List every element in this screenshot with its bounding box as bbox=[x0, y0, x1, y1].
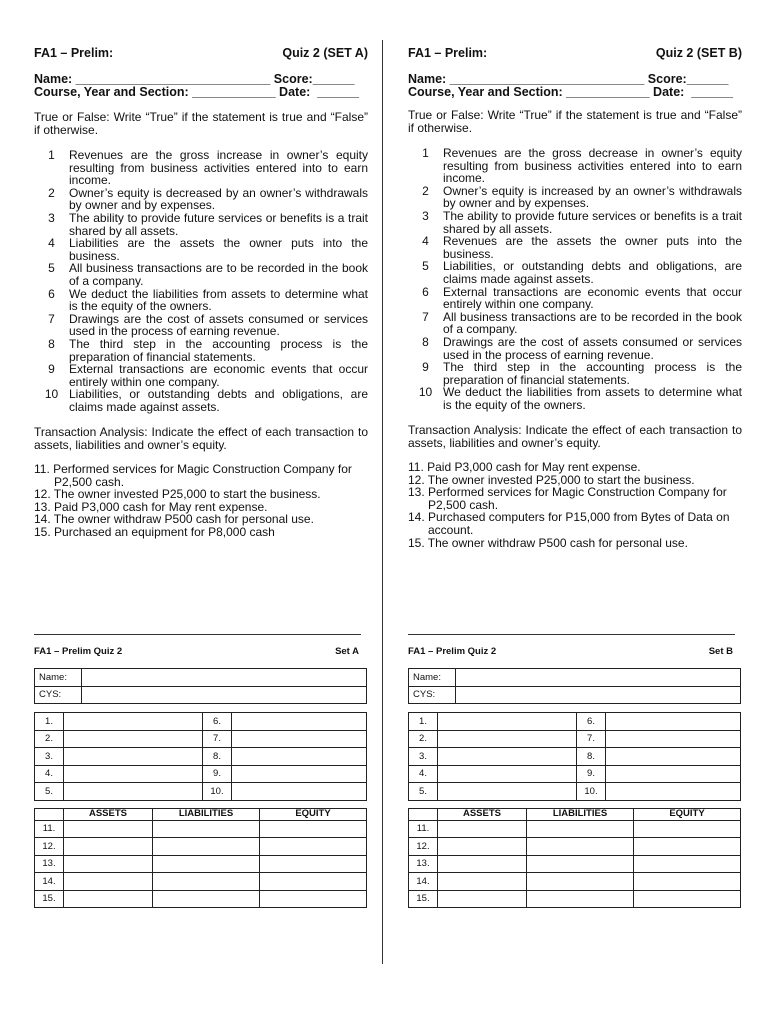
row-number: 14. bbox=[35, 873, 64, 891]
cys-input[interactable] bbox=[82, 686, 367, 704]
tf-item-number: 5 bbox=[48, 261, 55, 276]
tf-item bbox=[408, 361, 742, 386]
assets-cell[interactable] bbox=[64, 890, 153, 908]
tf-item bbox=[408, 147, 742, 185]
answer-number: 4. bbox=[35, 765, 64, 783]
answer-number: 5. bbox=[35, 783, 64, 801]
answer-cell[interactable] bbox=[606, 713, 741, 731]
assets-cell[interactable] bbox=[64, 873, 153, 891]
tf-item-text: Liabilities, or outstanding debts and obligations, are claims made against assets. bbox=[69, 387, 368, 414]
slip-header bbox=[408, 646, 741, 660]
tf-item bbox=[408, 235, 742, 260]
tf-items bbox=[408, 147, 742, 411]
tf-item-text: Liabilities, or outstanding debts and obligations, are claims made against assets. bbox=[443, 259, 742, 286]
answer-number: 7. bbox=[203, 730, 232, 748]
tf-item bbox=[408, 386, 742, 411]
tf-item bbox=[34, 338, 368, 363]
name-score-line: Name: ____________________________ Score:______ bbox=[34, 72, 355, 86]
tf-item-number: 3 bbox=[48, 210, 55, 225]
tf-item-text: Drawings are the cost of assets consumed or services used in the process of earning revenue. bbox=[69, 311, 368, 339]
answer-cell[interactable] bbox=[64, 748, 203, 766]
tf-item-number: 1 bbox=[422, 146, 429, 160]
answer-cell[interactable] bbox=[438, 748, 577, 766]
tf-item bbox=[408, 185, 742, 210]
row-number: 13. bbox=[35, 855, 64, 873]
assets-cell[interactable] bbox=[64, 838, 153, 856]
transaction-item: 13. Performed services for Magic Construction Company for P2,500 cash. bbox=[408, 485, 727, 512]
tf-item-text: Liabilities are the assets the owner puts into the business. bbox=[69, 236, 368, 263]
answer-number: 7. bbox=[577, 730, 606, 748]
equity-cell[interactable] bbox=[260, 855, 367, 873]
liabilities-cell[interactable] bbox=[153, 855, 260, 873]
answer-cell[interactable] bbox=[232, 713, 367, 731]
answer-number: 8. bbox=[577, 748, 606, 766]
answer-cell[interactable] bbox=[232, 730, 367, 748]
tf-item-text: Owner’s equity is decreased by an owner’s withdrawals by owner and by expenses. bbox=[69, 185, 368, 213]
answer-slip bbox=[408, 646, 741, 908]
answer-number: 6. bbox=[203, 713, 232, 731]
assets-cell[interactable] bbox=[64, 820, 153, 838]
ta-instruction: Transaction Analysis: Indicate the effect of each transaction to assets, liabilities and owner’s equity. bbox=[34, 425, 368, 452]
student-info bbox=[408, 73, 742, 99]
tf-item bbox=[34, 288, 368, 313]
assets-cell[interactable] bbox=[438, 838, 527, 856]
transaction-list bbox=[34, 463, 368, 539]
answer-cell[interactable] bbox=[232, 783, 367, 801]
liabilities-cell[interactable] bbox=[527, 855, 634, 873]
answer-number: 10. bbox=[577, 783, 606, 801]
course-date-line: Course, Year and Section: ____________ Date: ______ bbox=[34, 85, 359, 99]
liabilities-cell[interactable] bbox=[153, 890, 260, 908]
answer-cell[interactable] bbox=[64, 713, 203, 731]
corner-cell bbox=[409, 808, 438, 820]
tf-item-text: We deduct the liabilities from assets to determine what is the equity of the owners. bbox=[69, 286, 368, 314]
tf-instruction: True or False: Write “True” if the statement is true and “False” if otherwise. bbox=[34, 110, 368, 137]
answer-number: 10. bbox=[203, 783, 232, 801]
quiz-header bbox=[408, 47, 742, 60]
answer-slip bbox=[34, 646, 367, 908]
slip-header bbox=[34, 646, 367, 660]
tf-item-number: 8 bbox=[422, 334, 429, 349]
answer-number: 6. bbox=[577, 713, 606, 731]
tf-item bbox=[408, 336, 742, 361]
row-number: 12. bbox=[409, 838, 438, 856]
tf-item-number: 9 bbox=[48, 362, 55, 377]
tf-item-number: 8 bbox=[48, 336, 55, 351]
tf-item-text: The third step in the accounting process is the preparation of financial statements. bbox=[443, 360, 742, 387]
row-number: 15. bbox=[409, 890, 438, 908]
tf-answer-table bbox=[408, 712, 741, 801]
tf-item-number: 10 bbox=[418, 385, 433, 400]
transaction-item: 11. Paid P3,000 cash for May rent expense. bbox=[408, 460, 641, 474]
tf-item-text: External transactions are economic events that occur entirely within one company. bbox=[69, 362, 368, 389]
slip-title: FA1 – Prelim Quiz 2 bbox=[408, 646, 497, 657]
equity-cell[interactable] bbox=[634, 890, 741, 908]
tf-item-text: Revenues are the gross decrease in owner’s equity resulting from business activities entered into to earn income. bbox=[443, 146, 742, 186]
tf-item-text: Revenues are the assets the owner puts into the business. bbox=[443, 234, 742, 261]
name-input[interactable] bbox=[82, 669, 367, 687]
tf-item-text: Revenues are the gross increase in owner’s equity resulting from business activities entered into to earn income. bbox=[69, 148, 368, 188]
slip-set: Set A bbox=[335, 646, 359, 657]
tf-item-number: 2 bbox=[422, 183, 429, 198]
transaction-item: 12. The owner invested P25,000 to start the business. bbox=[34, 487, 321, 502]
tf-item-text: Drawings are the cost of assets consumed or services used in the process of earning revenue. bbox=[443, 334, 742, 362]
quiz-set-b bbox=[408, 0, 742, 905]
course-title: FA1 – Prelim: bbox=[408, 46, 488, 60]
liabilities-cell[interactable] bbox=[153, 820, 260, 838]
tf-item-text: Owner’s equity is increased by an owner’s withdrawals by owner and by expenses. bbox=[443, 183, 742, 211]
equity-cell[interactable] bbox=[634, 838, 741, 856]
tf-item bbox=[34, 149, 368, 187]
answer-cell[interactable] bbox=[64, 765, 203, 783]
student-info bbox=[34, 73, 368, 99]
tf-item-text: All business transactions are to be recorded in the book of a company. bbox=[443, 309, 742, 337]
quiz-title: Quiz 2 (SET A) bbox=[282, 46, 368, 60]
tf-item-number: 3 bbox=[422, 208, 429, 223]
answer-cell[interactable] bbox=[606, 748, 741, 766]
tf-item-number: 6 bbox=[422, 284, 429, 299]
tf-item-number: 6 bbox=[48, 286, 55, 301]
ta-instruction: Transaction Analysis: Indicate the effect of each transaction to assets, liabilities and owner’s equity. bbox=[408, 423, 742, 450]
equity-cell[interactable] bbox=[634, 820, 741, 838]
tf-item bbox=[408, 311, 742, 336]
transaction-list bbox=[408, 461, 742, 549]
tf-item-number: 1 bbox=[48, 148, 55, 162]
tf-item-number: 4 bbox=[422, 234, 429, 249]
tf-item-text: The third step in the accounting process is the preparation of financial statements. bbox=[69, 336, 368, 364]
tf-item bbox=[408, 260, 742, 285]
tf-answer-table bbox=[34, 712, 367, 801]
tf-item bbox=[34, 388, 368, 413]
tf-item-text: The ability to provide future services or benefits is a trait shared by all assets. bbox=[69, 210, 368, 238]
answer-cell[interactable] bbox=[606, 765, 741, 783]
name-label: Name: bbox=[409, 669, 456, 687]
tf-item-number: 7 bbox=[422, 309, 429, 324]
answer-cell[interactable] bbox=[438, 730, 577, 748]
row-number: 13. bbox=[409, 855, 438, 873]
name-score-line: Name: ____________________________ Score:______ bbox=[408, 72, 729, 86]
cys-input[interactable] bbox=[456, 686, 741, 704]
tf-item-text: The ability to provide future services or benefits is a trait shared by all assets. bbox=[443, 208, 742, 236]
tf-item-number: 9 bbox=[422, 360, 429, 375]
tf-item-text: All business transactions are to be recorded in the book of a company. bbox=[69, 261, 368, 288]
tf-item bbox=[408, 286, 742, 311]
answer-number: 3. bbox=[409, 748, 438, 766]
name-cys-table bbox=[408, 668, 741, 704]
tf-item-number: 2 bbox=[48, 185, 55, 200]
quiz-header bbox=[34, 47, 368, 60]
answer-number: 3. bbox=[35, 748, 64, 766]
tf-item bbox=[34, 262, 368, 287]
answer-cell[interactable] bbox=[64, 730, 203, 748]
cut-line bbox=[408, 634, 735, 635]
cut-line bbox=[34, 634, 361, 635]
answer-cell[interactable] bbox=[438, 765, 577, 783]
ta-answer-table bbox=[408, 808, 741, 909]
tf-item-text: We deduct the liabilities from assets to determine what is the equity of the owners. bbox=[443, 385, 742, 412]
transaction-item: 15. Purchased an equipment for P8,000 cash bbox=[34, 524, 275, 539]
transaction-item: 13. Paid P3,000 cash for May rent expense. bbox=[34, 499, 268, 514]
transaction-item: 12. The owner invested P25,000 to start the business. bbox=[408, 472, 695, 487]
assets-cell[interactable] bbox=[438, 890, 527, 908]
tf-item-number: 10 bbox=[44, 387, 59, 402]
answer-cell[interactable] bbox=[64, 783, 203, 801]
liabilities-cell[interactable] bbox=[527, 838, 634, 856]
transaction-item: 15. The owner withdraw P500 cash for personal use. bbox=[408, 535, 688, 550]
slip-title: FA1 – Prelim Quiz 2 bbox=[34, 646, 123, 657]
tf-item-number: 5 bbox=[422, 259, 429, 274]
equity-cell[interactable] bbox=[260, 820, 367, 838]
col-header-assets: ASSETS bbox=[64, 808, 153, 820]
answer-cell[interactable] bbox=[232, 748, 367, 766]
liabilities-cell[interactable] bbox=[527, 820, 634, 838]
corner-cell bbox=[35, 808, 64, 820]
col-header-equity: EQUITY bbox=[634, 808, 741, 820]
cys-label: CYS: bbox=[35, 686, 82, 704]
answer-number: 9. bbox=[577, 765, 606, 783]
liabilities-cell[interactable] bbox=[153, 873, 260, 891]
answer-cell[interactable] bbox=[438, 783, 577, 801]
answer-cell[interactable] bbox=[606, 783, 741, 801]
assets-cell[interactable] bbox=[438, 873, 527, 891]
tf-item bbox=[34, 237, 368, 262]
answer-cell[interactable] bbox=[606, 730, 741, 748]
liabilities-cell[interactable] bbox=[527, 873, 634, 891]
col-header-assets: ASSETS bbox=[438, 808, 527, 820]
transaction-item: 14. The owner withdraw P500 cash for personal use. bbox=[34, 512, 314, 527]
quiz-title: Quiz 2 (SET B) bbox=[655, 46, 742, 60]
liabilities-cell[interactable] bbox=[153, 838, 260, 856]
answer-number: 2. bbox=[409, 730, 438, 748]
answer-number: 9. bbox=[203, 765, 232, 783]
tf-item bbox=[34, 187, 368, 212]
row-number: 12. bbox=[35, 838, 64, 856]
transaction-item: 11. Performed services for Magic Construction Company for P2,500 cash. bbox=[34, 462, 352, 489]
equity-cell[interactable] bbox=[634, 855, 741, 873]
tf-item bbox=[408, 210, 742, 235]
tf-items bbox=[34, 149, 368, 413]
row-number: 15. bbox=[35, 890, 64, 908]
name-input[interactable] bbox=[456, 669, 741, 687]
liabilities-cell[interactable] bbox=[527, 890, 634, 908]
column-divider bbox=[382, 40, 383, 964]
row-number: 11. bbox=[35, 820, 64, 838]
tf-item bbox=[34, 212, 368, 237]
tf-item bbox=[34, 363, 368, 388]
col-header-liabilities: LIABILITIES bbox=[153, 808, 260, 820]
tf-instruction: True or False: Write “True” if the statement is true and “False” if otherwise. bbox=[408, 108, 742, 135]
answer-number: 8. bbox=[203, 748, 232, 766]
col-header-liabilities: LIABILITIES bbox=[527, 808, 634, 820]
answer-cell[interactable] bbox=[232, 765, 367, 783]
row-number: 14. bbox=[409, 873, 438, 891]
assets-cell[interactable] bbox=[438, 820, 527, 838]
name-label: Name: bbox=[35, 669, 82, 687]
quiz-set-a bbox=[34, 0, 368, 905]
slip-set: Set B bbox=[708, 646, 733, 657]
equity-cell[interactable] bbox=[634, 873, 741, 891]
tf-item-number: 4 bbox=[48, 236, 55, 251]
tf-item bbox=[34, 313, 368, 338]
equity-cell[interactable] bbox=[260, 890, 367, 908]
answer-cell[interactable] bbox=[438, 713, 577, 731]
transaction-item: 14. Purchased computers for P15,000 from Bytes of Data on account. bbox=[408, 510, 730, 537]
equity-cell[interactable] bbox=[260, 873, 367, 891]
answer-number: 4. bbox=[409, 765, 438, 783]
equity-cell[interactable] bbox=[260, 838, 367, 856]
row-number: 11. bbox=[409, 820, 438, 838]
answer-number: 2. bbox=[35, 730, 64, 748]
course-date-line: Course, Year and Section: ____________ Date: ______ bbox=[408, 85, 733, 99]
assets-cell[interactable] bbox=[438, 855, 527, 873]
tf-item-text: External transactions are economic events that occur entirely within one company. bbox=[443, 284, 742, 312]
course-title: FA1 – Prelim: bbox=[34, 46, 114, 60]
col-header-equity: EQUITY bbox=[260, 808, 367, 820]
assets-cell[interactable] bbox=[64, 855, 153, 873]
cys-label: CYS: bbox=[409, 686, 456, 704]
answer-number: 1. bbox=[409, 713, 438, 731]
ta-answer-table bbox=[34, 808, 367, 909]
tf-item-number: 7 bbox=[48, 311, 55, 326]
name-cys-table bbox=[34, 668, 367, 704]
answer-number: 5. bbox=[409, 783, 438, 801]
answer-number: 1. bbox=[35, 713, 64, 731]
